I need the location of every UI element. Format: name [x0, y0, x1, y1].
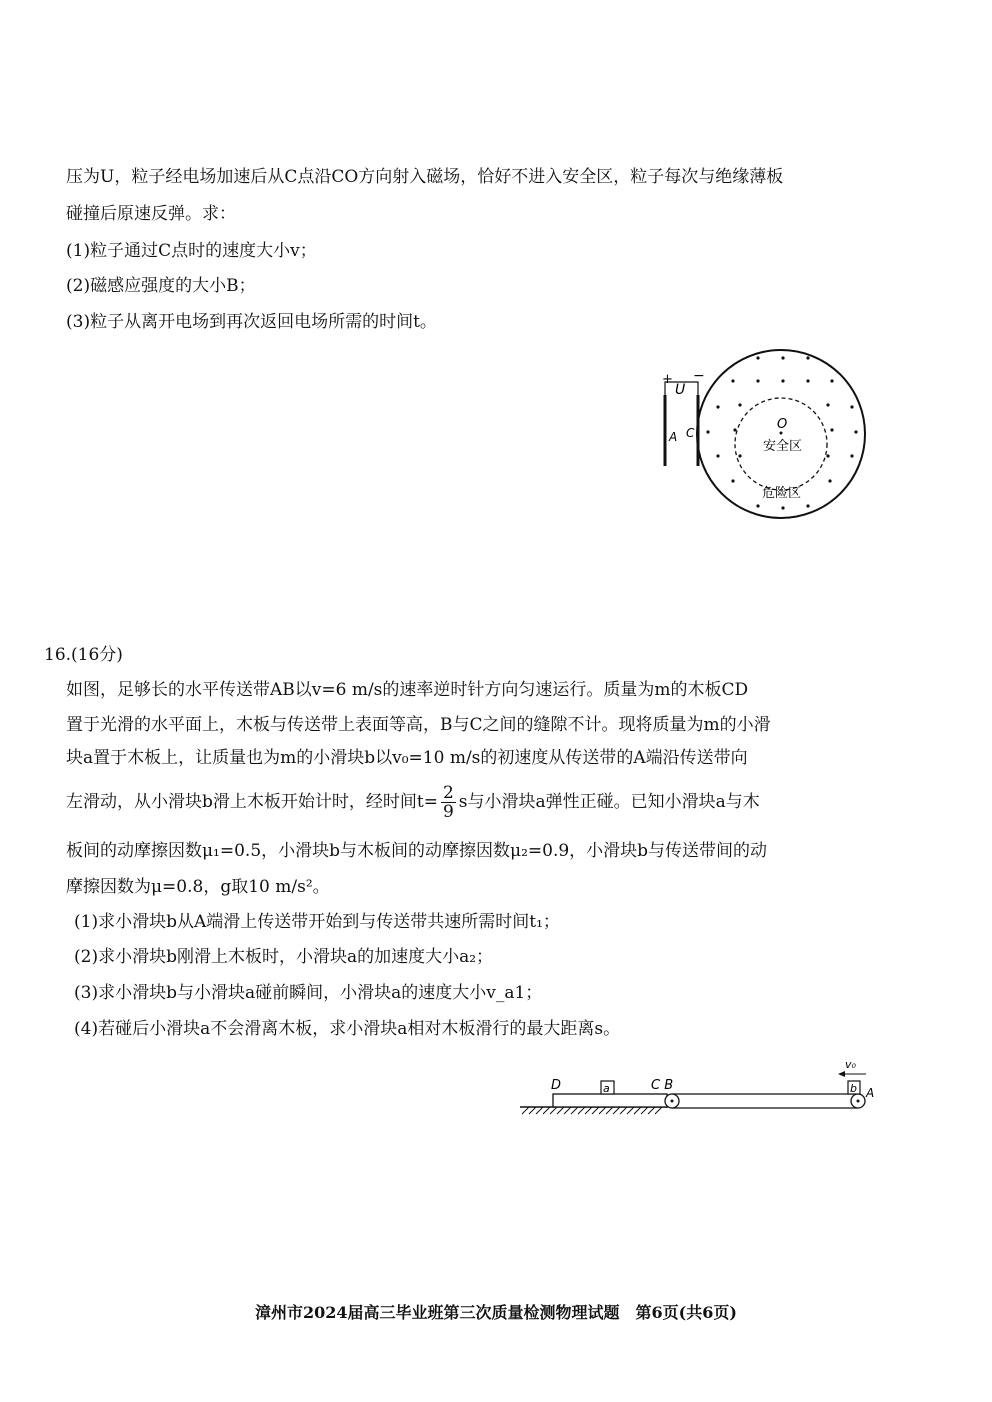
q16-paragraph-5: 板间的动摩擦因数μ₁=0.5，小滑块b与木板间的动摩擦因数μ₂=0.9，小滑块b与传送带间的动 [66, 841, 768, 861]
center-o-dot [780, 432, 783, 435]
q16-header: 16.(16分) [44, 645, 123, 665]
block-b-label: b [850, 1082, 857, 1095]
safe-zone-label: 安全区 [763, 439, 803, 454]
point-a-label: A [669, 430, 678, 444]
q15-subquestion-3: (3)粒子从离开电场到再次返回电场所需的时间t。 [66, 312, 437, 332]
q16-subquestion-1: (1)求小滑块b从A端滑上传送带开始到与传送带共速所需时间t₁； [74, 912, 560, 932]
magnetic-field-figure [655, 340, 875, 525]
q15-subquestion-2: (2)磁感应强度的大小B； [66, 276, 256, 296]
time-fraction [441, 784, 456, 821]
q16-p4-pre: 左滑动，从小滑块b滑上木板开始计时，经时间t= [66, 792, 438, 812]
q16-p4-post: s与小滑块a弹性正碰。已知小滑块a与木 [458, 792, 760, 812]
board-cd [553, 1094, 667, 1107]
plus-sign: + [662, 372, 673, 387]
center-o-label: O [777, 417, 788, 432]
fraction-denominator: 9 [442, 802, 454, 822]
ground-hatching [522, 1107, 662, 1114]
fraction-numerator: 2 [442, 783, 454, 803]
danger-zone-label: 危险区 [762, 486, 802, 501]
q16-subquestion-2: (2)求小滑块b刚滑上木板时，小滑块a的加速度大小a₂； [74, 947, 494, 967]
q16-paragraph-2: 置于光滑的水平面上，木板与传送带上表面等高，B与C之间的缝隙不计。现将质量为m的小滑 [66, 715, 771, 735]
q16-subquestion-4: (4)若碰后小滑块a不会滑离木板，求小滑块a相对木板滑行的最大距离s。 [74, 1019, 621, 1039]
point-a-end-label: A [866, 1086, 875, 1100]
page-footer: 漳州市2024届高三毕业班第三次质量检测物理试题 第6页(共6页) [255, 1303, 737, 1322]
voltage-label-u: U [675, 382, 686, 398]
q16-subquestion-3: (3)求小滑块b与小滑块a碰前瞬间，小滑块a的速度大小v_a1； [74, 983, 543, 1003]
v0-label: v₀ [845, 1058, 856, 1071]
q15-line-1: 压为U，粒子经电场加速后从C点沿CO方向射入磁场，恰好不进入安全区，粒子每次与绝缘薄板 [66, 167, 784, 187]
point-d-label: D [551, 1078, 562, 1093]
minus-sign: − [693, 368, 705, 384]
conveyor-figure [515, 1055, 885, 1125]
q16-paragraph-4 [66, 782, 760, 822]
q16-paragraph-6: 摩擦因数为μ=0.8，g取10 m/s²。 [66, 877, 330, 897]
q15-line-2: 碰撞后原速反弹。求： [66, 204, 236, 224]
q15-subquestion-1: (1)粒子通过C点时的速度大小v； [66, 241, 317, 261]
point-cb-label: C B [651, 1078, 674, 1093]
q16-paragraph-3: 块a置于木板上，让质量也为m的小滑块b以v₀=10 m/s的初速度从传送带的A端沿传送带向 [66, 748, 748, 768]
block-a-label: a [603, 1082, 610, 1095]
point-c-label: C [686, 426, 695, 440]
q16-paragraph-1: 如图，足够长的水平传送带AB以v=6 m/s的速率逆时针方向匀速运行。质量为m的木板CD [66, 680, 749, 700]
